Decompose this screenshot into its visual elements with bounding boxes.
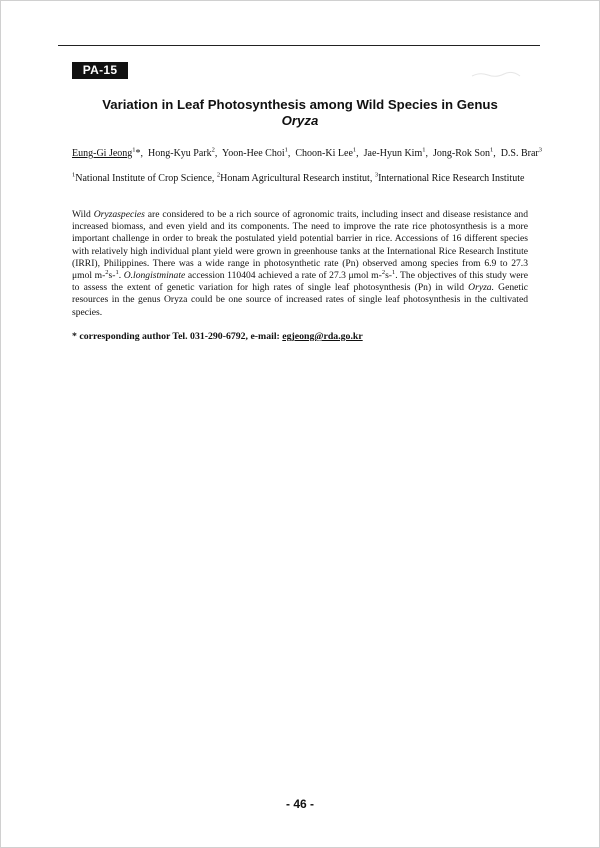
abstract-sup: 2: [381, 268, 386, 276]
author-name: D.S. Brar: [500, 148, 539, 159]
author-name: Eung-Gi Jeong: [72, 148, 133, 159]
abstract-text: Wild: [72, 209, 94, 220]
affiliation-list: [72, 172, 532, 185]
abstract-sup: 1: [392, 268, 396, 276]
affil-sup: 1: [72, 171, 76, 179]
author-name: Hong-Kyu Park: [148, 148, 212, 159]
author-affil-sup: 1: [132, 146, 136, 154]
abstract-text: accession 110404 achieved a rate of 27.3 μmol m-: [185, 270, 382, 282]
abstract-text: s-: [108, 270, 116, 282]
author-affil-sup: 1: [284, 146, 288, 154]
affiliation: International Rice Research Institute: [378, 173, 525, 184]
author-affil-sup: 1: [489, 146, 494, 154]
abstract-body: [72, 209, 528, 319]
abstract-text: .: [118, 270, 124, 282]
author-name: Jong-Rok Son: [433, 148, 490, 159]
paper-title: [60, 97, 540, 129]
abstract-italic: O.longistminate: [123, 270, 186, 282]
abstract-text: . The objectives of this study were to assess the extent of genetic variation for high rates of single leaf photosynthesis (Pn) in wild: [72, 270, 528, 294]
abstract-text: s-: [385, 270, 392, 282]
author-list: Eung-Gi Jeong$^1$*, Hong-Kyu Park$^2$, Yoon-Hee Choi$^1$, Choon-Ki Lee$^1$, Jae-Hyun Kim$^1$, Jong-Rok Son$^1$, D.S. Brar$^3$: [72, 146, 543, 159]
abstract-sup: 2: [105, 268, 109, 276]
corresponding-label: * corresponding author Tel. 031-290-6792, e-mail:: [72, 331, 283, 342]
abstract-italic: Oryzaspecies: [93, 209, 145, 220]
title-line-1: Variation in Leaf Photosynthesis among Wild Species in Genus: [102, 97, 498, 112]
corresponding-author-line: [72, 330, 532, 343]
author-affil-sup: 1: [422, 146, 426, 154]
abstract-text: are considered to be a rich source of agronomic traits, including insect and disease resistance and increased biomass, and even yield and its components. The need to improve the rate rice photosynthesis is a more important challenge in order to break the postulated yield potential barrier in rice. Accessions of 16 different species with relatively high individual plant yield were grown in greenhouse tanks at the International Rice Research Institute (IRRI), Philippines. There was a wide range in photosynthetic rate (Pn) observed among species from 6.9 to 27.3 μmol m-: [72, 209, 528, 282]
page-number: - 46 -: [285, 797, 314, 811]
author-affil-sup: 1: [352, 146, 357, 154]
corresponding-mark: *: [135, 148, 141, 159]
title-line-2: Oryza: [281, 113, 319, 128]
affiliation: National Institute of Crop Science,: [75, 173, 215, 184]
affiliation: Honam Agricultural Research institut,: [220, 173, 373, 184]
author-name: Yoon-Hee Choi: [222, 148, 285, 159]
abstract-id-badge: PA-15: [72, 62, 128, 79]
scan-smudge: [470, 68, 522, 80]
top-rule: [58, 45, 540, 46]
affil-sup: 3: [374, 171, 379, 179]
affil-sup: 2: [216, 171, 221, 179]
author-affil-sup: 3: [538, 146, 543, 154]
email-link[interactable]: egjeong@rda.go.kr: [282, 331, 363, 342]
author-name: Jae-Hyun Kim: [363, 148, 423, 159]
abstract-text: Genetic resources in the genus Oryza could be one source of increased rates of single leaf photosynthesis in the cultivated species.: [72, 282, 528, 318]
abstract-sup: 1: [115, 268, 119, 276]
abstract-italic: Oryza.: [468, 282, 495, 294]
author-name: Choon-Ki Lee: [295, 148, 353, 159]
author-affil-sup: 2: [211, 146, 215, 154]
